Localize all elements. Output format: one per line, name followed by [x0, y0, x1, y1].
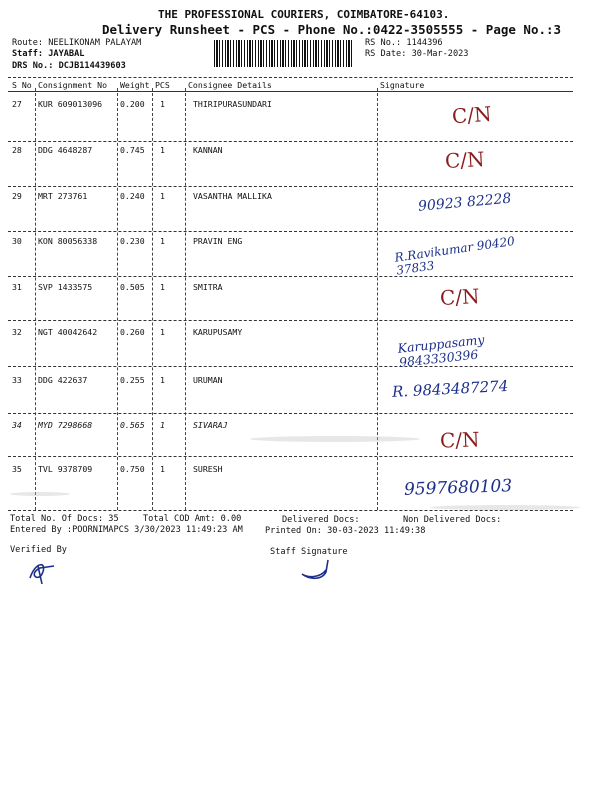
col-divider [117, 88, 118, 510]
row-pcs: 1 [160, 420, 165, 430]
signature-row-30: R.Ravikumar 90420 37833 [393, 233, 516, 278]
row-consignment: KUR 609013096 [38, 99, 103, 109]
row-pcs: 1 [160, 282, 165, 292]
row-sno: 35 [12, 464, 22, 474]
row-pcs: 1 [160, 327, 165, 337]
row-consignee: THIRIPURASUNDARI [193, 99, 272, 109]
company-title: THE PROFESSIONAL COURIERS, COIMBATORE-64103. [158, 8, 450, 21]
signature-row-34: C/N [439, 427, 480, 453]
col-divider [152, 88, 153, 510]
row-rule [8, 413, 573, 414]
signature-row-28: C/N [444, 146, 486, 174]
row-consignee: KARUPUSAMY [193, 327, 243, 337]
route-label: Route: NEELIKONAM PALAYAM [12, 38, 142, 48]
rs-number: RS No.: 1144396 [365, 38, 443, 48]
barcode [214, 40, 354, 67]
col-header-sno: S No [12, 80, 32, 90]
printed-on: Printed On: 30-03-2023 11:49:38 [265, 526, 426, 536]
row-sno: 31 [12, 282, 22, 292]
col-divider [377, 88, 378, 510]
row-pcs: 1 [160, 99, 165, 109]
row-weight: 0.200 [120, 99, 145, 109]
row-rule [8, 456, 573, 457]
scan-noise [430, 505, 580, 510]
signature-row-35: 9597680103 [403, 476, 513, 500]
row-pcs: 1 [160, 464, 165, 474]
row-sno: 30 [12, 236, 22, 246]
row-weight: 0.505 [120, 282, 145, 292]
row-pcs: 1 [160, 375, 165, 385]
staff-signature-label: Staff Signature [270, 547, 348, 557]
scan-noise [250, 436, 420, 442]
header-top-rule [8, 77, 573, 78]
row-consignee: SURESH [193, 464, 223, 474]
total-docs: Total No. Of Docs: 35 [10, 514, 119, 524]
row-weight: 0.230 [120, 236, 145, 246]
col-header-consignment: Consignment No [38, 80, 108, 90]
row-consignee: SMITRA [193, 282, 223, 292]
total-cod: Total COD Amt: 0.00 [143, 514, 242, 524]
row-consignment: TVL 9378709 [38, 464, 93, 474]
row-rule [8, 320, 573, 321]
non-delivered-docs: Non Delivered Docs: [403, 515, 502, 525]
row-consignee: KANNAN [193, 145, 223, 155]
row-consignment: DDG 422637 [38, 375, 88, 385]
delivered-docs: Delivered Docs: [282, 515, 360, 525]
verified-by-label: Verified By [10, 545, 67, 555]
row-rule [8, 186, 573, 187]
row-weight: 0.745 [120, 145, 145, 155]
col-divider [35, 88, 36, 510]
row-consignment: DDG 4648287 [38, 145, 93, 155]
row-sno: 32 [12, 327, 22, 337]
entered-by: Entered By :POORNIMAPCS 3/30/2023 11:49:23 AM [10, 525, 243, 535]
row-weight: 0.240 [120, 191, 145, 201]
row-consignee: VASANTHA MALLIKA [193, 191, 272, 201]
row-rule [8, 141, 573, 142]
col-header-consignee: Consignee Details [188, 80, 272, 90]
staff-label: Staff: JAYABAL [12, 49, 85, 59]
verified-signature-mark [22, 556, 62, 586]
row-sno: 33 [12, 375, 22, 385]
col-header-pcs: PCS [155, 80, 170, 90]
row-sno: 28 [12, 145, 22, 155]
table-bottom-rule [8, 510, 573, 511]
signature-row-27: C/N [451, 101, 493, 129]
row-consignee: PRAVIN ENG [193, 236, 243, 246]
signature-row-33: R. 9843487274 [391, 376, 509, 401]
row-consignment: KON 80056338 [38, 236, 98, 246]
row-weight: 0.255 [120, 375, 145, 385]
runsheet-title: Delivery Runsheet - PCS - Phone No.:0422-3505555 - Page No.:3 [102, 22, 562, 37]
rs-date: RS Date: 30-Mar-2023 [365, 49, 469, 59]
row-consignment: SVP 1433575 [38, 282, 93, 292]
col-header-weight: Weight [120, 80, 150, 90]
row-weight: 0.565 [120, 420, 145, 430]
row-consignee: URUMAN [193, 375, 223, 385]
row-weight: 0.260 [120, 327, 145, 337]
col-header-signature: Signature [380, 80, 425, 90]
row-pcs: 1 [160, 236, 165, 246]
header-bottom-rule [8, 91, 573, 92]
row-rule [8, 366, 573, 367]
col-divider [185, 88, 186, 510]
row-weight: 0.750 [120, 464, 145, 474]
row-rule [8, 276, 573, 277]
row-sno: 34 [12, 420, 22, 430]
staff-signature-mark [288, 556, 348, 586]
row-sno: 29 [12, 191, 22, 201]
row-rule [8, 231, 573, 232]
drs-number: DRS No.: DCJB114439603 [12, 61, 126, 71]
row-consignment: MRT 273761 [38, 191, 88, 201]
row-consignee: SIVARAJ [193, 420, 228, 430]
scan-noise [10, 492, 70, 496]
row-consignment: NGT 40042642 [38, 327, 98, 337]
signature-row-31: C/N [439, 283, 481, 311]
row-pcs: 1 [160, 145, 165, 155]
row-sno: 27 [12, 99, 22, 109]
row-pcs: 1 [160, 191, 165, 201]
signature-row-32: Karuppasamy 9843330396 [396, 331, 486, 370]
row-consignment: MYD 7298668 [38, 420, 93, 430]
signature-row-29: 90923 82228 [417, 190, 513, 215]
